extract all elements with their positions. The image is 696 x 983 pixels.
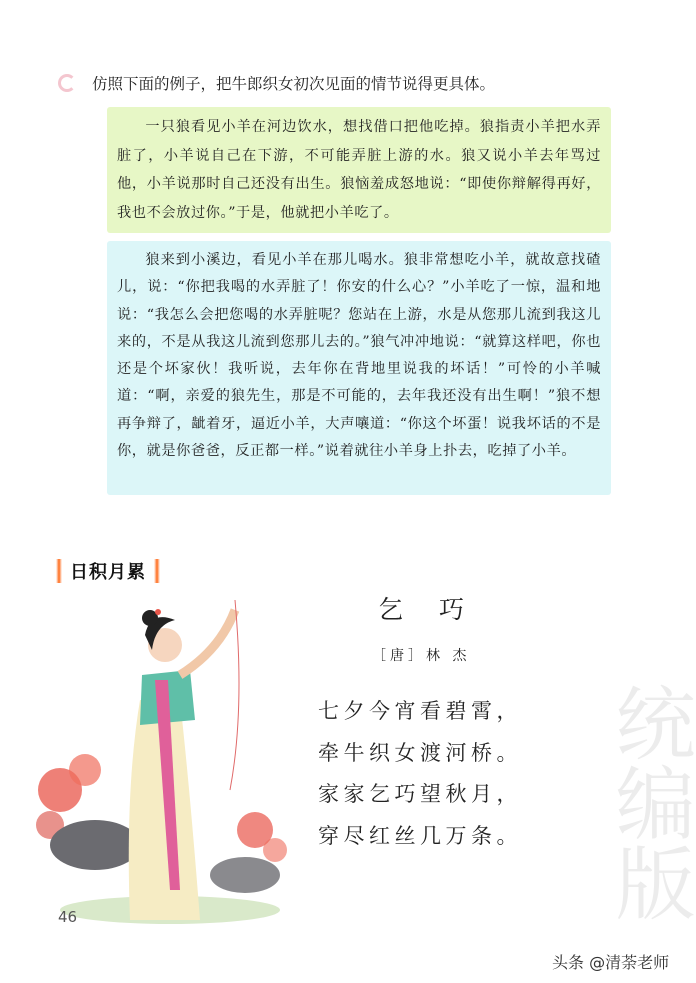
section-heading	[56, 558, 160, 584]
example-boxes	[107, 107, 611, 495]
exercise-instruction: 仿照下面的例子，把牛郎织女初次见面的情节说得更具体。	[92, 75, 496, 93]
speech-bubble-icon	[58, 74, 76, 92]
example-long-text: 狼来到小溪边，看见小羊在那儿喝水。狼非常想吃小羊，就故意找碴儿，说：“你把我喝的水弄脏了！你安的什么心？”小羊吃了一惊，温和地说：“我怎么会把您喝的水弄脏呢？您站在上游，水是从您那儿流到我这儿来的，不是从我这儿流到您那儿去的。”狼气冲冲地说：“就算这样吧，你也还是个坏家伙！我听说，去年你在背地里说我的坏话！”可怜的小羊喊道：“啊，亲爱的狼先生，那是不可能的，去年我还没有出生啊！”狼不想再争辩了，龇着牙，逼近小羊，大声嚷道：“你这个坏蛋！说我坏话的不是你，就是你爸爸，反正都一样。”说着就往小羊身上扑去，吃掉了小羊。	[117, 252, 601, 460]
page-number: 46	[58, 908, 78, 926]
source-credit: 头条 @清荼老师	[552, 953, 670, 972]
poem-line: 七夕今宵看碧霄，	[318, 699, 522, 723]
watermark: 统编版	[602, 682, 695, 922]
example-short-text: 一只狼看见小羊在河边饮水，想找借口把他吃掉。狼指责小羊把水弄脏了，小羊说自己在下游，不可能弄脏上游的水。狼又说小羊去年骂过他，小羊说那时自己还没有出生。狼恼羞成怒地说：“即使你辩解得再好，我也不会放过你。”于是，他就把小羊吃了。	[117, 119, 601, 221]
heading-bar-left	[56, 559, 62, 583]
poem-line: 家家乞巧望秋月，	[318, 782, 522, 806]
section-title: 日积月累	[70, 562, 146, 583]
poem-title: 乞 巧	[378, 595, 478, 624]
poem-line: 穿尽红丝几万条。	[318, 824, 522, 848]
heading-bar-right	[154, 559, 160, 583]
poem-author: ［唐］林 杰	[372, 648, 471, 664]
example-long-box	[107, 241, 611, 495]
example-short-box	[107, 107, 611, 233]
weaver-girl-illustration	[30, 590, 300, 930]
poem-line: 牵牛织女渡河桥。	[318, 741, 522, 765]
